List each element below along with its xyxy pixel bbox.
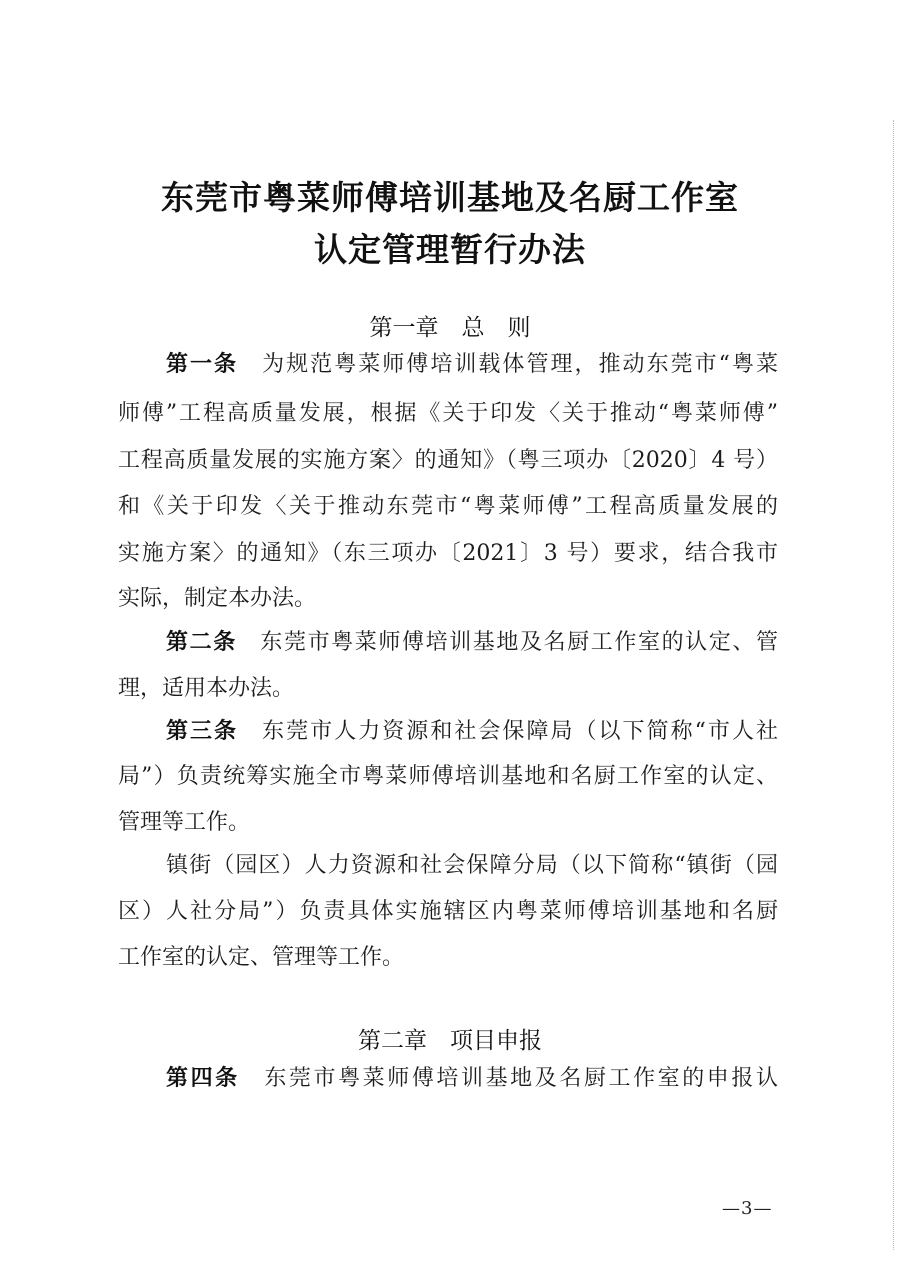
article4-text-1: 东莞市粤菜师傅培训基地及名厨工作室的申报认: [264, 1066, 778, 1091]
article1-text-2: 师傅”工程高质量发展，根据《关于印发〈关于推动“粤菜师傅”: [118, 401, 778, 426]
article1-text-1: 为规范粤菜师傅培训载体管理，推动东莞市“粤菜: [262, 352, 778, 377]
article3-first-line: [166, 717, 778, 747]
chapter-heading-2: 第二章 项目申报: [358, 1028, 542, 1054]
article3-text-1: 东莞市人力资源和社会保障局（以下简称“市人社: [262, 719, 778, 744]
article3-label: 第三条: [166, 719, 239, 744]
article1-label: 第一条: [166, 352, 239, 377]
article3-text-3: 管理等工作。: [118, 810, 251, 835]
document-title-line1: 东莞市粤菜师傅培训基地及名厨工作室: [161, 178, 739, 217]
article2-label: 第二条: [166, 630, 237, 655]
article3-text-2: 局”）负责统筹实施全市粤菜师傅培训基地和名厨工作室的认定、: [118, 764, 778, 789]
article1-text-6: 实际，制定本办法。: [118, 586, 317, 611]
article4-first-line: [166, 1064, 778, 1094]
chapter-heading-1: 第一章 总 则: [369, 315, 531, 341]
town-paragraph-text-3: 工作室的认定、管理等工作。: [118, 945, 405, 970]
article1-text-5: 实施方案〉的通知》（东三项办〔2021〕3 号）要求，结合我市: [118, 541, 778, 566]
town-paragraph-text-2: 区）人社分局”）负责具体实施辖区内粤菜师傅培训基地和名厨: [118, 899, 778, 924]
town-paragraph-text-1: 镇街（园区）人力资源和社会保障分局（以下简称“镇街（园: [166, 853, 778, 878]
article1-text-4: 和《关于印发〈关于推动东莞市“粤菜师傅”工程高质量发展的: [118, 494, 778, 519]
article2-text-2: 理，适用本办法。: [118, 676, 295, 701]
scan-edge-line: [893, 120, 894, 1250]
article1-first-line: [166, 350, 778, 380]
page-number: —3—: [722, 1198, 773, 1219]
article2-text-1: 东莞市粤菜师傅培训基地及名厨工作室的认定、管: [260, 630, 778, 655]
article2-first-line: [166, 628, 778, 658]
article4-label: 第四条: [166, 1066, 240, 1091]
document-title-line2: 认定管理暂行办法: [314, 230, 586, 269]
article1-text-3: 工程高质量发展的实施方案〉的通知》（粤三项办〔2020〕4 号）: [118, 448, 778, 473]
